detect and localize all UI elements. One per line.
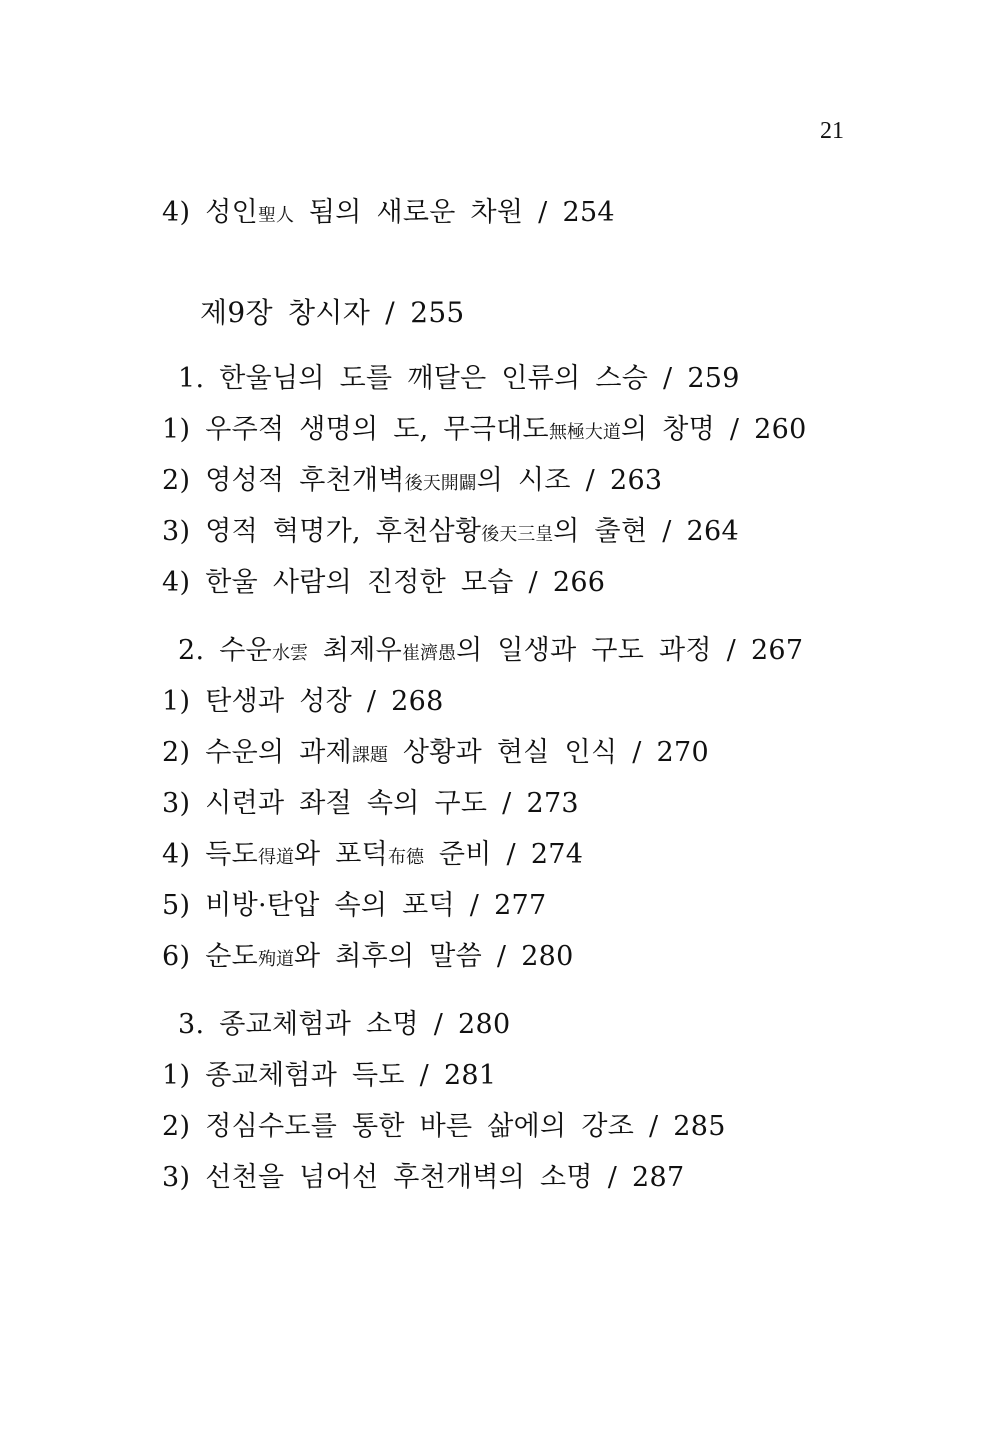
toc-item [162, 1059, 496, 1093]
toc-separator: / [647, 516, 687, 547]
toc-item-number: 1) [162, 414, 191, 445]
toc-item-page: 264 [686, 516, 739, 547]
toc-item-page: 280 [521, 941, 574, 972]
toc-item-hanja: 布德 [388, 847, 424, 868]
toc-section-title: 의 일생과 구도 과정 [456, 635, 712, 666]
toc-item-hanja: 得道 [257, 847, 294, 868]
toc-item-title: 선천을 넘어선 후천개벽의 소명 [205, 1162, 593, 1193]
toc-separator: / [491, 839, 531, 870]
toc-item [162, 838, 583, 875]
toc-item-title: 순도 [205, 941, 258, 972]
toc-item [162, 736, 709, 773]
toc-item-title: 한울 사람의 진정한 모습 [205, 567, 514, 598]
toc-item-title: 됨의 새로운 차원 [293, 197, 524, 228]
toc-section-heading [178, 362, 740, 396]
toc-item-page: 268 [391, 686, 444, 717]
toc-separator: / [513, 567, 553, 598]
toc-item-title: 우주적 생명의 도, 무극대도 [205, 414, 549, 445]
toc-item-number: 2) [162, 737, 191, 768]
toc-separator: / [570, 465, 610, 496]
toc-item-page: 270 [656, 737, 709, 768]
toc-chapter-heading [200, 296, 465, 330]
toc-item-hanja: 殉道 [257, 949, 294, 970]
toc-separator: / [454, 890, 495, 921]
toc-item-number: 4) [162, 839, 191, 870]
toc-separator: / [634, 1111, 674, 1142]
toc-section-hanja: 崔濟愚 [402, 643, 457, 664]
toc-separator: / [711, 635, 751, 666]
toc-item [162, 464, 662, 501]
toc-section-heading [178, 1008, 510, 1042]
toc-item-number: 3) [162, 1162, 191, 1193]
toc-item-hanja: 無極大道 [548, 422, 621, 443]
toc-item-title: 비방·탄압 속의 포덕 [205, 890, 455, 921]
toc-chapter-page: 255 [410, 296, 465, 329]
toc-item-title: 와 최후의 말씀 [293, 941, 483, 972]
toc-section-number: 1. [178, 363, 205, 394]
toc-item-title: 종교체험과 득도 [205, 1060, 405, 1091]
toc-item-page: 260 [754, 414, 807, 445]
toc-separator: / [617, 737, 657, 768]
toc-item-number: 4) [162, 567, 191, 598]
page-number: 21 [820, 118, 844, 144]
toc-section-heading [178, 634, 803, 671]
toc-item-page: 273 [526, 788, 579, 819]
toc-item [162, 515, 739, 552]
toc-item-page: 287 [632, 1162, 685, 1193]
toc-item-number: 2) [162, 1111, 191, 1142]
toc-item [162, 940, 574, 977]
toc-item-title: 영성적 후천개벽 [205, 465, 405, 496]
toc-item-page: 277 [494, 890, 547, 921]
toc-item [162, 1161, 684, 1195]
toc-separator: / [592, 1162, 632, 1193]
toc-item-page: 254 [562, 197, 615, 228]
toc-item-title: 와 포덕 [293, 839, 388, 870]
toc-item-page: 266 [552, 567, 606, 598]
toc-section-page: 280 [458, 1009, 511, 1040]
toc-section-title: 한울님의 도를 깨달은 인류의 스승 [219, 363, 649, 394]
toc-section-page: 267 [750, 635, 804, 666]
toc-section-title: 최제우 [308, 635, 403, 666]
toc-section-number: 3. [178, 1009, 205, 1040]
toc-separator: / [523, 197, 563, 228]
toc-separator: / [418, 1009, 458, 1040]
toc-item-number: 3) [162, 788, 191, 819]
toc-item-hanja: 課題 [352, 745, 388, 766]
toc-item [162, 685, 444, 719]
toc-item [162, 196, 615, 233]
toc-item-title: 득도 [205, 839, 258, 870]
toc-separator: / [482, 941, 522, 972]
toc-item-number: 1) [162, 686, 191, 717]
toc-item [162, 1110, 726, 1144]
toc-item-title: 성인 [205, 197, 258, 228]
toc-item-title: 의 출현 [553, 516, 648, 547]
toc-separator: / [487, 788, 527, 819]
toc-item-title: 준비 [424, 839, 492, 870]
toc-item-title: 시련과 좌절 속의 구도 [205, 788, 488, 819]
toc-item-number: 3) [162, 516, 191, 547]
toc-item-hanja: 後天開闢 [404, 473, 477, 494]
toc-item-number: 5) [162, 890, 191, 921]
toc-item-hanja: 後天三皇 [481, 524, 554, 545]
toc-separator: / [352, 686, 392, 717]
toc-item-hanja: 聖人 [257, 205, 294, 226]
toc-item [162, 787, 579, 821]
toc-item [162, 413, 807, 450]
toc-item-title: 상황과 현실 인식 [388, 737, 618, 768]
toc-item-page: 285 [673, 1111, 726, 1142]
toc-item-number: 2) [162, 465, 191, 496]
toc-item [162, 566, 605, 600]
toc-item-title: 의 창명 [620, 414, 715, 445]
toc-section-title: 수운 [219, 635, 273, 666]
toc-separator: / [714, 414, 755, 445]
toc-section-title: 종교체험과 소명 [219, 1009, 419, 1040]
toc-separator: / [370, 296, 411, 329]
toc-item-title: 의 시조 [476, 465, 571, 496]
toc-chapter-title: 제9장 창시자 [200, 296, 371, 329]
toc-separator: / [648, 363, 688, 394]
toc-item-page: 274 [530, 839, 584, 870]
toc-item-title: 수운의 과제 [205, 737, 352, 768]
toc-item-page: 263 [609, 465, 663, 496]
toc-section-number: 2. [178, 635, 205, 666]
toc-section-hanja: 水雲 [272, 643, 309, 664]
toc-section-page: 259 [687, 363, 740, 394]
toc-separator: / [404, 1060, 444, 1091]
toc-item-number: 4) [162, 197, 191, 228]
toc-item [162, 889, 547, 923]
toc-item-page: 281 [443, 1060, 497, 1091]
toc-item-number: 6) [162, 941, 191, 972]
toc-item-title: 탄생과 성장 [205, 686, 352, 717]
toc-item-title: 영적 혁명가, 후천삼황 [205, 516, 482, 547]
toc-item-title: 정심수도를 통한 바른 삶에의 강조 [205, 1111, 635, 1142]
toc-item-number: 1) [162, 1060, 191, 1091]
